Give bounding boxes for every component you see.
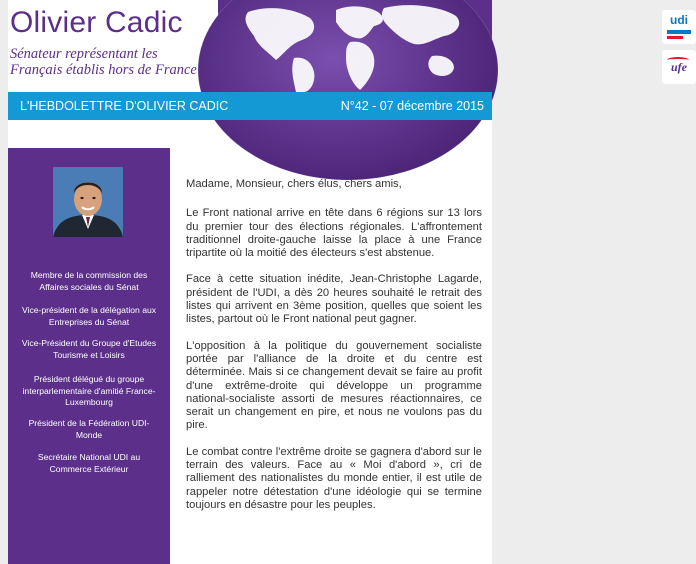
udi-logo-bar (667, 30, 691, 34)
newsletter-banner (8, 92, 492, 120)
udi-logo[interactable] (662, 10, 696, 44)
body-paragraph: Le Front national arrive en tête dans 6 régions sur 13 lors du premier tour des élections régionales. L'affrontement traditionnel droite-gauche laisse la place à une France tripartite où la moitié des électeurs s'est abstenue. (186, 207, 482, 260)
page-title: Olivier Cadic (10, 6, 183, 39)
sidebar (8, 148, 170, 564)
body-paragraph: Face à cette situation inédite, Jean-Christophe Lagarde, président de l'UDI, a dès 20 heures souhaité le retrait des listes qui arrivent en 3ème position, quelles que soient les listes, partout où le Front national peut gagner. (186, 273, 482, 326)
avatar (53, 167, 123, 237)
header (8, 0, 688, 92)
sidebar-role: Président de la Fédération UDI-Monde (28, 418, 150, 440)
sidebar-role: Secrétaire National UDI au Commerce Extérieur (37, 452, 141, 474)
page-subtitle: Sénateur représentant les Français établis hors de France (10, 46, 197, 78)
letter-body (186, 178, 482, 525)
udi-logo-bar-red (667, 36, 683, 39)
sidebar-role: Président délégué du groupe interparlementaire d'amitié France-Luxembourg (22, 374, 156, 407)
world-map-banner (218, 0, 688, 92)
ufe-logo-text: ufe (671, 60, 687, 74)
sidebar-role: Vice-Président du Groupe d'Etudes Tourisme et Loisirs (21, 338, 157, 360)
newsletter-name: L'HEBDOLETTRE D'OLIVIER CADIC (20, 99, 229, 113)
issue-number-date: N°42 - 07 décembre 2015 (340, 99, 484, 113)
greeting: Madame, Monsieur, chers élus, chers amis, (186, 178, 402, 190)
newsletter-sheet (8, 0, 688, 564)
sidebar-role: Vice-président de la délégation aux Entreprises du Sénat (21, 305, 157, 327)
ufe-logo[interactable] (662, 50, 696, 84)
body-paragraph: Le combat contre l'extrême droite se gagnera d'abord sur le terrain des valeurs. Face au « Moi d'abord », cri de ralliement des nationalistes du monde entier, il est utile de rappeler notre détestation d'une idéologie qui se termine toujours en désastre pour les peuples. (186, 445, 482, 511)
body-paragraph: L'opposition à la politique du gouvernement socialiste portée par l'alliance de la droite et du centre est déterminée. Mais si ce changement devait se faire au profit d'une extrême-droite qui développe un programme national-socialiste assorti de mesures réactionnaires, ce serait un changement en pire, et nous ne voulons pas du pire. (186, 339, 482, 432)
udi-logo-text: udi (670, 13, 688, 27)
sidebar-role: Membre de la commission des Affaires sociales du Sénat (30, 270, 148, 292)
